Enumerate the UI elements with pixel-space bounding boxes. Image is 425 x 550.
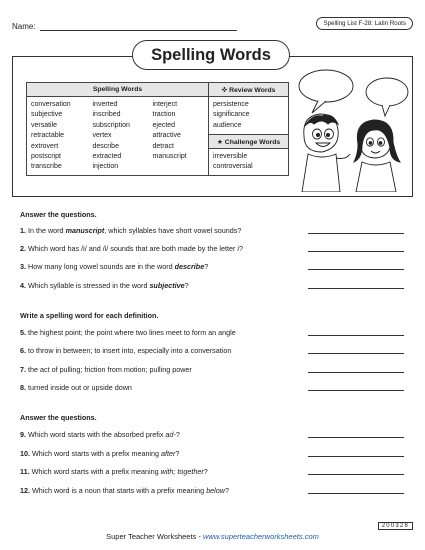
- question-text: ?: [204, 262, 209, 271]
- question-number: 10.: [20, 449, 30, 458]
- question-number: 12.: [20, 486, 30, 495]
- spelling-word: detract: [152, 142, 174, 150]
- spelling-word: versatile: [31, 121, 58, 129]
- question-emphasis: subjective: [149, 281, 185, 290]
- question-row: [20, 244, 405, 253]
- answer-line[interactable]: [308, 372, 404, 373]
- question-text: Which word starts with a prefix meaning: [31, 467, 161, 476]
- answer-line[interactable]: [308, 437, 404, 438]
- answer-line[interactable]: [308, 335, 404, 336]
- answer-line[interactable]: [308, 233, 404, 234]
- question-number: 9.: [20, 430, 26, 439]
- spelling-word: extrovert: [31, 142, 59, 150]
- footer-link[interactable]: www.superteacherworksheets.com: [202, 532, 319, 541]
- answer-line[interactable]: [308, 288, 404, 289]
- spelling-word: vertex: [92, 132, 112, 140]
- footer: [0, 532, 425, 541]
- question-text: Which word starts with the absorbed prefix: [28, 430, 166, 439]
- spelling-word: retractable: [31, 132, 65, 140]
- answer-line[interactable]: [308, 474, 404, 475]
- spelling-word: conversation: [31, 101, 71, 108]
- spelling-word: subjective: [31, 111, 63, 119]
- question-number: 2.: [20, 244, 26, 253]
- review-words-list: [209, 97, 289, 135]
- section-heading: Answer the questions.: [20, 413, 97, 422]
- question-emphasis: ad-: [165, 430, 176, 439]
- challenge-words-header: ★ Challenge Words: [209, 135, 289, 149]
- question-text: ?: [175, 430, 180, 439]
- question-text: How many long vowel sounds are in the word: [28, 262, 175, 271]
- worksheet-code: 200328: [378, 522, 413, 530]
- question-row: [20, 430, 405, 439]
- challenge-word: controversial: [213, 163, 253, 171]
- question-text: , which syllables have short vowel sounds?: [104, 226, 242, 235]
- spelling-column-2: [89, 97, 149, 176]
- question-number: 8.: [20, 383, 26, 392]
- question-text: turned inside out or upside down: [28, 383, 132, 392]
- question-row: [20, 281, 405, 290]
- spelling-word: ejected: [152, 121, 176, 129]
- answer-line[interactable]: [308, 493, 404, 494]
- word-table: [26, 82, 289, 176]
- question-text: ?: [175, 449, 180, 458]
- challenge-word: irreversible: [213, 153, 248, 160]
- review-words-header: ✜ Review Words: [209, 83, 289, 97]
- question-row: [20, 467, 405, 476]
- question-row: [20, 365, 405, 374]
- question-emphasis: with; together: [160, 467, 204, 476]
- question-row: [20, 346, 405, 355]
- section-heading: Answer the questions.: [20, 210, 97, 219]
- spelling-word: attractive: [152, 132, 181, 140]
- speech-bubble-right: [366, 78, 408, 106]
- question-text: Which word is a noun that starts with a prefix meaning: [32, 486, 207, 495]
- question-text: ?: [184, 281, 189, 290]
- question-number: 6.: [20, 346, 26, 355]
- question-emphasis: below: [206, 486, 225, 495]
- question-row: [20, 383, 405, 392]
- question-emphasis: describe: [174, 262, 205, 271]
- question-text: ?: [224, 486, 229, 495]
- question-row: [20, 449, 405, 458]
- name-label: Name:: [12, 22, 36, 31]
- question-text: ?: [203, 467, 208, 476]
- kids-illustration: [292, 64, 410, 192]
- answer-line[interactable]: [308, 390, 404, 391]
- section-heading: Write a spelling word for each definition.: [20, 311, 159, 320]
- question-text: the act of pulling; friction from motion; pulling power: [28, 365, 192, 374]
- question-number: 1.: [20, 226, 26, 235]
- footer-text: Super Teacher Worksheets -: [106, 532, 203, 541]
- spelling-word: describe: [92, 142, 119, 150]
- spelling-word: inverted: [92, 101, 118, 108]
- question-emphasis: i: [237, 244, 239, 253]
- spelling-word: injection: [92, 163, 119, 171]
- spelling-word: interject: [152, 101, 178, 108]
- speech-bubble-left: [299, 70, 353, 102]
- girl-figure: [354, 120, 400, 192]
- question-row: [20, 328, 405, 337]
- question-text: the highest point; the point where two lines meet to form an angle: [28, 328, 236, 337]
- question-text: In the word: [28, 226, 66, 235]
- name-field[interactable]: [40, 22, 237, 31]
- answer-line[interactable]: [308, 353, 404, 354]
- review-word: audience: [213, 121, 242, 129]
- question-number: 11.: [20, 467, 30, 476]
- question-row: [20, 262, 405, 271]
- question-number: 3.: [20, 262, 26, 271]
- answer-line[interactable]: [308, 269, 404, 270]
- question-text: ?: [238, 244, 243, 253]
- spelling-word: postscript: [31, 153, 61, 161]
- question-row: [20, 226, 405, 235]
- question-emphasis: manuscript: [65, 226, 105, 235]
- question-number: 7.: [20, 365, 26, 374]
- answer-line[interactable]: [308, 251, 404, 252]
- list-badge: Spelling List F-28: Latin Roots: [316, 17, 413, 30]
- question-text: to throw in between; to insert into, especially into a conversation: [28, 346, 232, 355]
- review-word: significance: [213, 111, 250, 119]
- spelling-word: extracted: [92, 153, 122, 161]
- question-row: [20, 486, 405, 495]
- page-title: Spelling Words: [132, 40, 290, 70]
- question-number: 4.: [20, 281, 26, 290]
- spelling-word: traction: [152, 111, 176, 119]
- name-row: [12, 22, 237, 31]
- spelling-word: transcribe: [31, 163, 62, 171]
- spelling-word: manuscript: [152, 153, 187, 161]
- spelling-words-header: Spelling Words: [27, 83, 209, 97]
- boy-figure: [302, 114, 350, 192]
- spelling-column-3: [149, 97, 209, 176]
- spelling-word: subscription: [92, 121, 130, 129]
- question-emphasis: after: [161, 449, 176, 458]
- spelling-word: inscribed: [92, 111, 121, 119]
- question-text: Which word starts with a prefix meaning: [32, 449, 162, 458]
- question-text: Which word has /i/ and /i/ sounds that are both made by the letter: [28, 244, 238, 253]
- answer-line[interactable]: [308, 456, 404, 457]
- question-text: Which syllable is stressed in the word: [28, 281, 150, 290]
- question-number: 5.: [20, 328, 26, 337]
- challenge-words-list: [209, 149, 289, 176]
- spelling-column-1: [27, 97, 89, 176]
- review-word: persistence: [213, 101, 249, 108]
